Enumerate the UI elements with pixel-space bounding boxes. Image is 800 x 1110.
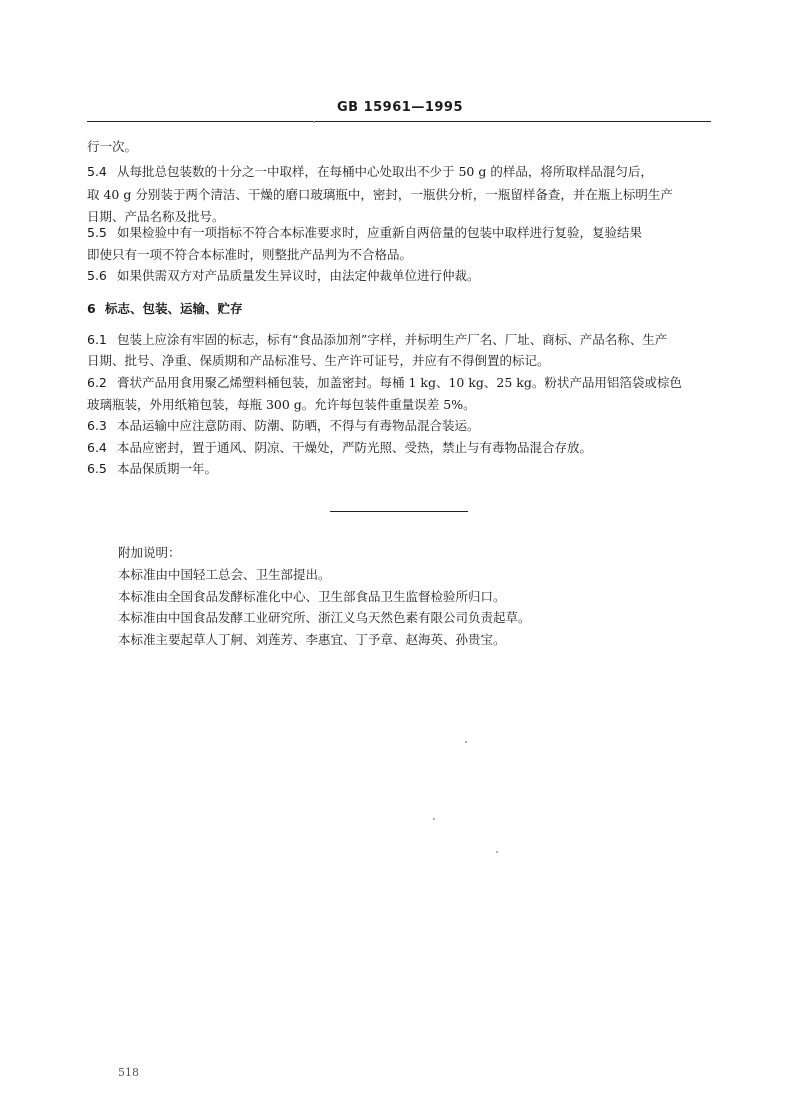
scan-speck — [433, 818, 435, 820]
clause-number: 6.2 — [87, 375, 107, 390]
clause-number: 6.1 — [87, 332, 107, 347]
clause-number: 5.5 — [87, 225, 107, 240]
clause-6-5-line1 — [87, 461, 217, 477]
appendix-line: 本标准由中国轻工总会、卫生部提出。 — [118, 567, 331, 582]
page-number: 518 — [118, 1066, 139, 1079]
clause-text: 如果检验中有一项指标不符合本标准要求时，应重新自两倍量的包装中取样进行复验，复验结果 — [117, 225, 643, 240]
scan-speck — [313, 121, 315, 123]
clause-number: 6.5 — [87, 461, 107, 476]
clause-5-6-line1 — [87, 268, 480, 284]
clause-6-1-line2: 日期、批号、净重、保质期和产品标准号、生产许可证号，并应有不得倒置的标记。 — [87, 353, 550, 368]
appendix-line: 本标准由中国食品发酵工业研究所、浙江义乌天然色素有限公司负责起草。 — [118, 610, 531, 625]
clause-text: 如果供需双方对产品质量发生异议时，由法定仲裁单位进行仲裁。 — [117, 268, 480, 283]
clause-5-5-line2: 即使只有一项不符合本标准时，则整批产品判为不合格品。 — [87, 247, 413, 262]
clause-6-4-line1 — [87, 440, 592, 456]
clause-number: 5.6 — [87, 268, 107, 283]
section-divider — [330, 511, 468, 512]
appendix-line: 本标准由全国食品发酵标准化中心、卫生部食品卫生监督检验所归口。 — [118, 589, 506, 604]
section-number: 6 — [87, 301, 96, 316]
scan-speck — [496, 851, 498, 853]
appendix-line: 本标准主要起草人丁舸、刘莲芳、李惠宜、丁予章、赵海英、孙贵宝。 — [118, 632, 506, 647]
clause-number: 5.4 — [87, 164, 107, 179]
clause-6-1-line1 — [87, 332, 667, 348]
clause-text: 本品运输中应注意防雨、防潮、防晒，不得与有毒物品混合装运。 — [117, 418, 480, 433]
scan-speck — [465, 741, 467, 743]
clause-5-4-line3: 日期、产品名称及批号。 — [87, 209, 225, 224]
clause-6-2-line2: 玻璃瓶装，外用纸箱包装，每瓶 300 g。允许每包装件重量误差 5%。 — [87, 397, 476, 412]
section-title: 标志、包装、运输、贮存 — [105, 301, 243, 316]
clause-number: 6.3 — [87, 418, 107, 433]
header-rule — [87, 121, 711, 122]
clause-text: 本品应密封，置于通风、阴凉、干燥处，严防光照、受热，禁止与有毒物品混合存放。 — [117, 440, 593, 455]
clause-5-3-tail: 行一次。 — [87, 139, 138, 154]
clause-5-4-line1 — [87, 164, 653, 180]
standard-code-header: GB 15961—1995 — [336, 100, 463, 115]
appendix-title: 附加说明： — [118, 545, 181, 560]
clause-text: 本品保质期一年。 — [117, 461, 218, 476]
clause-number: 6.4 — [87, 440, 107, 455]
clause-6-3-line1 — [87, 418, 480, 434]
section-6-heading — [87, 301, 243, 317]
clause-6-2-line1 — [87, 375, 682, 391]
clause-text: 从每批总包装数的十分之一中取样，在每桶中心处取出不少于 50 g 的样品，将所取样品混匀后， — [117, 164, 653, 179]
clause-5-5-line1 — [87, 225, 642, 241]
clause-text: 包装上应涂有牢固的标志，标有“食品添加剂”字样，并标明生产厂名、厂址、商标、产品名称、生产 — [117, 332, 668, 347]
clause-5-4-line2: 取 40 g 分别装于两个清洁、干燥的磨口玻璃瓶中，密封，一瓶供分析，一瓶留样备查，并在瓶上标明生产 — [87, 187, 673, 202]
clause-text: 膏状产品用食用聚乙烯塑料桶包装，加盖密封。每桶 1 kg、10 kg、25 kg。粉状产品用铝箔袋或棕色 — [117, 375, 682, 390]
